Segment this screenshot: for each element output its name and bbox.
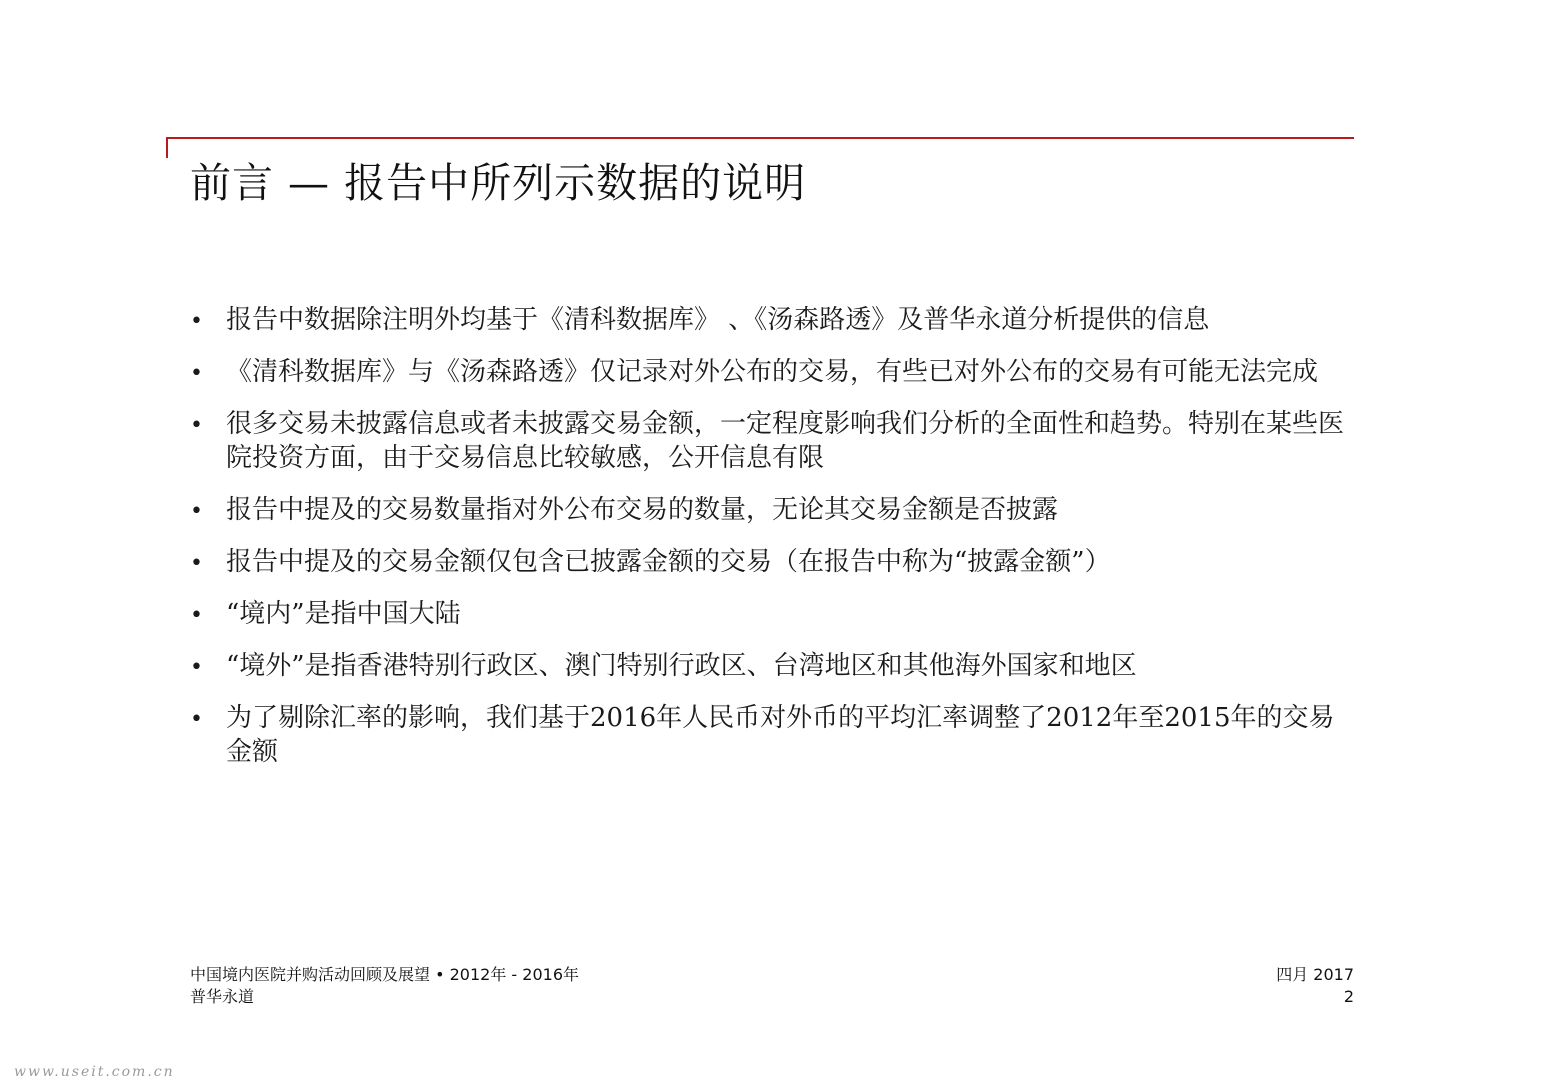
title-rule-tick <box>166 137 168 158</box>
bullet-item <box>190 303 1360 337</box>
bullet-marker: • <box>190 603 203 628</box>
bullet-marker: • <box>190 361 203 386</box>
page-number: 2 <box>1343 987 1354 1006</box>
bullet-item <box>190 701 1360 769</box>
bullet-text: 《清科数据库》与《汤森路透》仅记录对外公布的交易，有些已对外公布的交易有可能无法完成 <box>226 357 1319 387</box>
bullet-text: 报告中提及的交易数量指对外公布交易的数量，无论其交易金额是否披露 <box>226 495 1059 525</box>
bullet-text: 为了剔除汇率的影响，我们基于2016年人民币对外币的平均汇率调整了2012年至2015年的交易金额 <box>226 703 1335 767</box>
bullet-text: 很多交易未披露信息或者未披露交易金额，一定程度影响我们分析的全面性和趋势。特别在某些医院投资方面，由于交易信息比较敏感，公开信息有限 <box>226 409 1345 473</box>
bullet-item <box>190 493 1360 527</box>
footer-date: 四月 2017 <box>1276 965 1354 984</box>
footer-company: 普华永道 <box>190 987 255 1006</box>
bullet-marker: • <box>190 551 203 576</box>
bullet-marker: • <box>190 413 203 438</box>
bullet-item <box>190 649 1360 683</box>
bullet-marker: • <box>190 309 203 334</box>
bullet-item <box>190 597 1360 631</box>
footer-right <box>1276 964 1354 1008</box>
bullet-text: 报告中提及的交易金额仅包含已披露金额的交易（在报告中称为“披露金额”） <box>226 547 1111 577</box>
bullet-item <box>190 545 1360 579</box>
bullet-text: 报告中数据除注明外均基于《清科数据库》 、《汤森路透》及普华永道分析提供的信息 <box>226 305 1210 335</box>
bullet-text: “境内”是指中国大陆 <box>226 599 461 629</box>
title-rule <box>166 137 1354 139</box>
bullet-marker: • <box>190 499 203 524</box>
slide-title: 前言 — 报告中所列示数据的说明 <box>190 159 807 207</box>
bullet-marker: • <box>190 707 203 732</box>
footer-report-title: 中国境内医院并购活动回顾及展望 • 2012年 - 2016年 <box>190 965 579 984</box>
bullet-item <box>190 407 1360 475</box>
bullet-list <box>190 303 1360 787</box>
footer-left <box>190 964 579 1008</box>
watermark: www.useit.com.cn <box>14 1064 175 1080</box>
bullet-item <box>190 355 1360 389</box>
bullet-text: “境外”是指香港特别行政区、澳门特别行政区、台湾地区和其他海外国家和地区 <box>226 651 1137 681</box>
bullet-marker: • <box>190 655 203 680</box>
